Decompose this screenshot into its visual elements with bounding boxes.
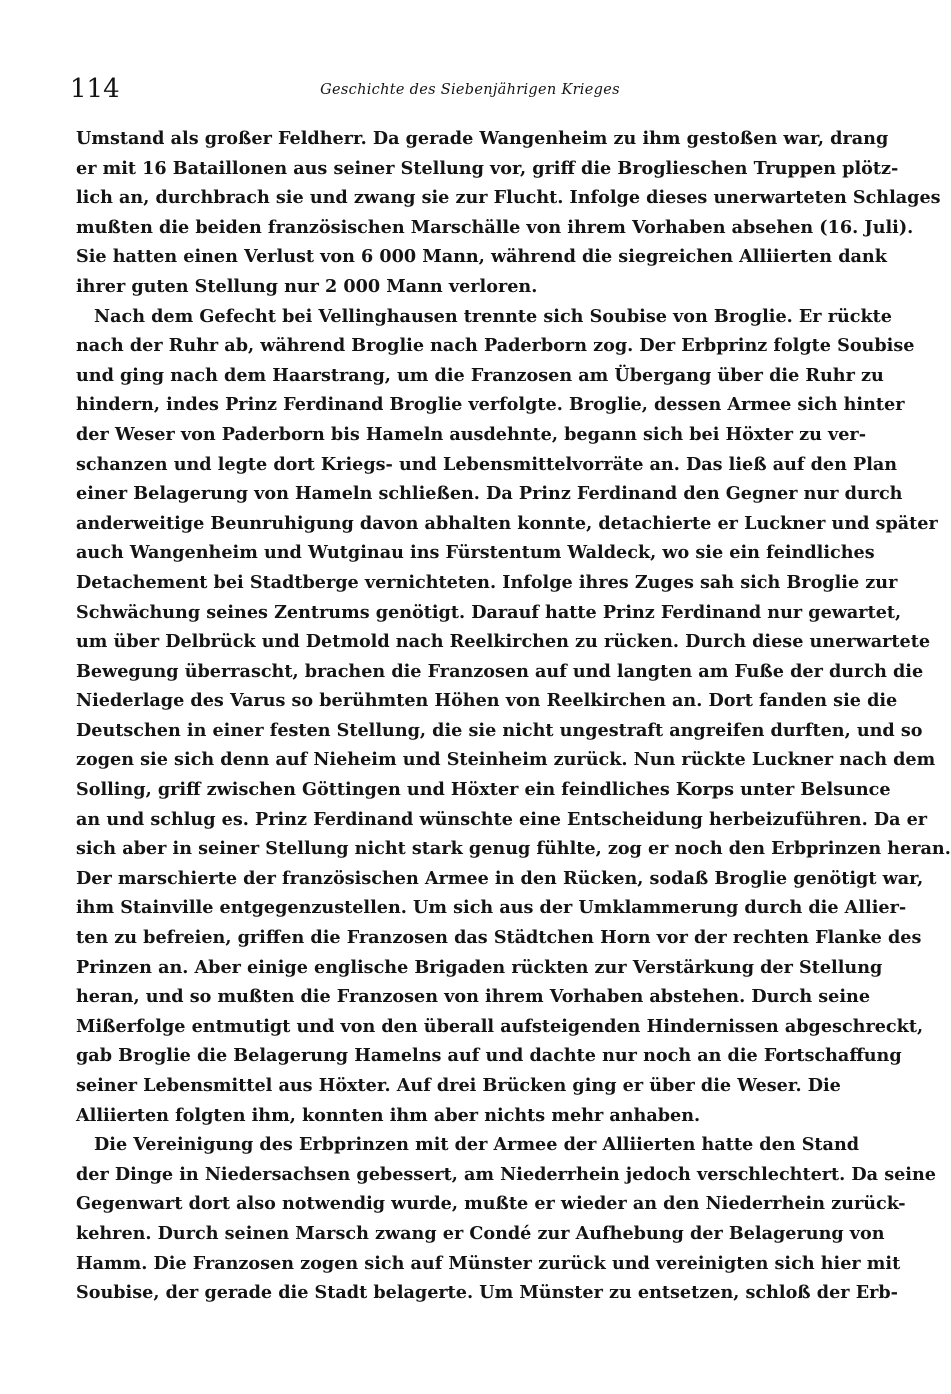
text-line: ten zu befreien, griffen die Franzosen das Städtchen Horn vor der rechten Flanke des — [76, 927, 922, 949]
text-line: Alliierten folgten ihm, konnten ihm aber nichts mehr anhaben. — [76, 1104, 701, 1126]
text-line: zogen sie sich denn auf Nieheim und Steinheim zurück. Nun rückte Luckner nach dem — [76, 749, 936, 771]
text-line: um über Delbrück und Detmold nach Reelkirchen zu rücken. Durch diese unerwartete — [76, 631, 931, 653]
text-line: mußten die beiden französischen Marschälle von ihrem Vorhaben absehen (16. Juli). — [76, 216, 914, 238]
text-line: Sie hatten einen Verlust von 6 000 Mann, während die siegreichen Alliierten dank — [76, 246, 887, 268]
paragraph — [76, 1130, 936, 1308]
text-line: der Weser von Paderborn bis Hameln ausdehnte, begann sich bei Höxter zu ver- — [76, 423, 866, 445]
text-line: Detachement bei Stadtberge vernichteten. Infolge ihres Zuges sah sich Broglie zur — [76, 571, 898, 593]
running-title: Geschichte des Siebenjährigen Krieges — [320, 82, 620, 98]
text-line: der Dinge in Niedersachsen gebessert, am Niederrhein jedoch verschlechtert. Da seine — [76, 1163, 936, 1185]
text-line: sich aber in seiner Stellung nicht stark genug fühlte, zog er noch den Erbprinzen heran. — [76, 838, 951, 860]
text-line: nach der Ruhr ab, während Broglie nach Paderborn zog. Der Erbprinz folgte Soubise — [76, 335, 915, 357]
text-line: Deutschen in einer festen Stellung, die sie nicht ungestraft angreifen durften, und so — [76, 719, 923, 741]
text-line: Prinzen an. Aber einige englische Brigaden rückten zur Verstärkung der Stellung — [76, 956, 883, 978]
text-line: heran, und so mußten die Franzosen von ihrem Vorhaben abstehen. Durch seine — [76, 986, 871, 1008]
text-line: seiner Lebensmittel aus Höxter. Auf drei Brücken ging er über die Weser. Die — [76, 1075, 841, 1096]
text-line: Nach dem Gefecht bei Vellinghausen trennte sich Soubise von Broglie. Er rückte — [94, 305, 892, 327]
text-line: an und schlug es. Prinz Ferdinand wünschte eine Entscheidung herbeizuführen. Da er — [76, 808, 928, 830]
page-header — [70, 70, 830, 110]
text-line: Der marschierte der französischen Armee in den Rücken, sodaß Broglie genötigt war, — [76, 867, 924, 889]
paragraph — [76, 302, 951, 1131]
text-line: schanzen und legte dort Kriegs- und Lebensmittelvorräte an. Das ließ auf den Plan — [76, 453, 898, 475]
text-line: Mißerfolge entmutigt und von den überall aufsteigenden Hindernissen abgeschreckt, — [76, 1015, 924, 1037]
text-line: er mit 16 Bataillonen aus seiner Stellung vor, griff die Broglieschen Truppen plötz- — [76, 157, 899, 179]
text-line: einer Belagerung von Hameln schließen. Da Prinz Ferdinand den Gegner nur durch — [76, 483, 903, 505]
page-number: 114 — [70, 74, 120, 104]
text-line: und ging nach dem Haarstrang, um die Franzosen am Übergang über die Ruhr zu — [76, 364, 884, 386]
paragraph — [76, 124, 941, 302]
text-line: Hamm. Die Franzosen zogen sich auf Münster zurück und vereinigten sich hier mit — [76, 1252, 901, 1274]
text-line: anderweitige Beunruhigung davon abhalten konnte, detachierte er Luckner und später — [76, 512, 938, 534]
text-line: Umstand als großer Feldherr. Da gerade Wangenheim zu ihm gestoßen war, drang — [76, 128, 889, 149]
text-line: Niederlage des Varus so berühmten Höhen von Reelkirchen an. Dort fanden sie die — [76, 690, 898, 712]
body-text — [76, 124, 951, 1308]
text-line: hindern, indes Prinz Ferdinand Broglie verfolgte. Broglie, dessen Armee sich hinter — [76, 394, 905, 416]
text-line: Die Vereinigung des Erbprinzen mit der Armee der Alliierten hatte den Stand — [94, 1134, 860, 1156]
text-line: Soubise, der gerade die Stadt belagerte. Um Münster zu entsetzen, schloß der Erb- — [76, 1282, 898, 1304]
text-line: ihrer guten Stellung nur 2 000 Mann verloren. — [76, 275, 538, 297]
text-line: gab Broglie die Belagerung Hamelns auf und dachte nur noch an die Fortschaffung — [76, 1045, 902, 1067]
text-line: kehren. Durch seinen Marsch zwang er Condé zur Aufhebung der Belagerung von — [76, 1222, 885, 1244]
text-line: Solling, griff zwischen Göttingen und Höxter ein feindliches Korps unter Belsunce — [76, 779, 891, 801]
text-line: Bewegung überrascht, brachen die Franzosen auf und langten am Fuße der durch die — [76, 660, 924, 682]
text-line: auch Wangenheim und Wutginau ins Fürstentum Waldeck, wo sie ein feindliches — [76, 542, 875, 564]
text-line: lich an, durchbrach sie und zwang sie zur Flucht. Infolge dieses unerwarteten Schlages — [76, 187, 941, 209]
text-line: Gegenwart dort also notwendig wurde, mußte er wieder an den Niederrhein zurück- — [76, 1193, 906, 1215]
text-line: ihm Stainville entgegenzustellen. Um sich aus der Umklammerung durch die Allier- — [76, 897, 907, 919]
text-line: Schwächung seines Zentrums genötigt. Darauf hatte Prinz Ferdinand nur gewartet, — [76, 601, 902, 623]
